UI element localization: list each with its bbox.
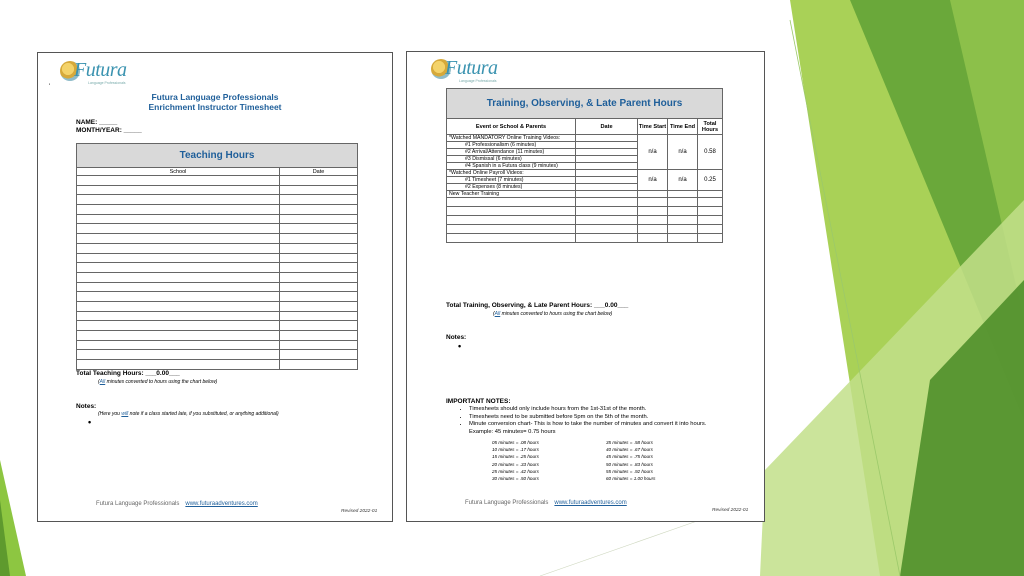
table-row bbox=[77, 311, 358, 321]
date-cell[interactable] bbox=[280, 224, 358, 234]
entry-cell[interactable] bbox=[698, 198, 723, 207]
futura-logo: Futura Language Professionals bbox=[60, 59, 127, 82]
date-cell[interactable] bbox=[280, 331, 358, 341]
table-row bbox=[77, 350, 358, 360]
training-hours-table bbox=[446, 88, 723, 243]
total-note: (All minutes converted to hours using the chart below) bbox=[98, 379, 218, 385]
school-cell[interactable] bbox=[77, 176, 280, 186]
entry-cell[interactable] bbox=[698, 234, 723, 243]
entry-cell[interactable] bbox=[576, 198, 638, 207]
revised-date: Revised 2022-01 bbox=[712, 508, 749, 513]
date-cell[interactable] bbox=[280, 301, 358, 311]
name-field[interactable]: NAME: _____ bbox=[76, 119, 118, 126]
footer-link[interactable]: www.futuraadventures.com bbox=[554, 500, 627, 506]
video-item: #4 Spanish in a Futura class (9 minutes) bbox=[447, 163, 576, 170]
school-cell[interactable] bbox=[77, 321, 280, 331]
school-cell[interactable] bbox=[77, 263, 280, 273]
entry-cell[interactable] bbox=[447, 225, 576, 234]
date-cell[interactable] bbox=[280, 272, 358, 282]
entry-cell[interactable] bbox=[447, 216, 576, 225]
date-cell[interactable] bbox=[280, 205, 358, 215]
title-line-1: Futura Language Professionals bbox=[151, 92, 279, 102]
date-cell[interactable] bbox=[280, 195, 358, 205]
video-item: #1 Professionalism (6 minutes) bbox=[447, 142, 576, 149]
decor-line bbox=[540, 520, 700, 576]
entry-cell[interactable] bbox=[638, 225, 668, 234]
entry-cell[interactable] bbox=[638, 207, 668, 216]
month-year-field[interactable]: MONTH/YEAR: _____ bbox=[76, 127, 142, 134]
school-cell[interactable] bbox=[77, 243, 280, 253]
col-time-start: Time Start bbox=[638, 119, 668, 135]
table-row bbox=[77, 195, 358, 205]
footer: Futura Language Professionals www.futuraadventures.com bbox=[465, 500, 627, 506]
entry-cell[interactable] bbox=[447, 234, 576, 243]
date-cell[interactable] bbox=[280, 282, 358, 292]
group2-start: n/a bbox=[638, 170, 668, 191]
school-cell[interactable] bbox=[77, 282, 280, 292]
entry-cell[interactable] bbox=[576, 225, 638, 234]
entry-cell[interactable] bbox=[638, 216, 668, 225]
date-cell[interactable] bbox=[280, 360, 358, 370]
entry-cell[interactable] bbox=[668, 207, 698, 216]
footer-link[interactable]: www.futuraadventures.com bbox=[185, 501, 258, 507]
school-cell[interactable] bbox=[77, 253, 280, 263]
table-row bbox=[447, 191, 723, 198]
col-event: Event or School & Parents bbox=[447, 119, 576, 135]
entry-cell[interactable] bbox=[698, 225, 723, 234]
table-row bbox=[447, 234, 723, 243]
group1-start: n/a bbox=[638, 135, 668, 170]
important-note: • Timesheets need to be submitted before 5pm on the 5th of the month. bbox=[469, 414, 724, 422]
school-cell[interactable] bbox=[77, 272, 280, 282]
date-cell[interactable] bbox=[280, 311, 358, 321]
table-row bbox=[77, 340, 358, 350]
total-note: (All minutes converted to hours using the chart below) bbox=[493, 311, 613, 317]
entry-cell[interactable] bbox=[668, 225, 698, 234]
notes-instructions: (Here you will note if a class started late, if you substituted, or anything additional) bbox=[98, 411, 279, 417]
group1-end: n/a bbox=[668, 135, 698, 170]
entry-cell[interactable] bbox=[638, 198, 668, 207]
entry-cell[interactable] bbox=[668, 198, 698, 207]
entry-cell[interactable] bbox=[698, 216, 723, 225]
training-hours-page bbox=[406, 51, 765, 522]
conversion-chart-left: 05 minutes = .08 hours 10 minutes = .17 hours 15 minutes = .25 hours 20 minutes = .33 hours 25 minutes = .42 hours 30 minutes = .50 hours bbox=[492, 440, 539, 482]
col-time-end: Time End bbox=[668, 119, 698, 135]
table-row bbox=[77, 292, 358, 302]
date-cell[interactable] bbox=[280, 253, 358, 263]
school-cell[interactable] bbox=[77, 360, 280, 370]
total-teaching-hours: Total Teaching Hours: ___0.00___ bbox=[76, 370, 180, 377]
important-notes-list bbox=[455, 406, 724, 436]
conversion-chart-right: 35 minutes = .58 hours 40 minutes = .67 hours 45 minutes = .75 hours 50 minutes = .83 hours 55 minutes = .92 hours 60 minutes = 1.00 hours bbox=[606, 440, 656, 482]
school-cell[interactable] bbox=[77, 350, 280, 360]
school-cell[interactable] bbox=[77, 195, 280, 205]
entry-cell[interactable] bbox=[668, 234, 698, 243]
date-cell[interactable] bbox=[280, 350, 358, 360]
new-teacher-training: New Teacher Training bbox=[447, 191, 576, 198]
col-date: Date bbox=[280, 168, 358, 176]
school-cell[interactable] bbox=[77, 311, 280, 321]
group2-header: *Watched Online Payroll Videos: bbox=[447, 170, 576, 177]
group2-end: n/a bbox=[668, 170, 698, 191]
important-note: • Minute conversion chart- This is how to take the number of minutes and convert it into hours. Example: 45 minutes= 0.75 hours bbox=[469, 421, 724, 436]
table-row bbox=[447, 216, 723, 225]
date-cell[interactable] bbox=[280, 263, 358, 273]
entry-cell[interactable] bbox=[698, 207, 723, 216]
footer: Futura Language Professionals www.futuraadventures.com bbox=[96, 501, 258, 507]
important-note: • Timesheets should only include hours from the 1st-31st of the month. bbox=[469, 406, 724, 414]
table-row bbox=[447, 135, 723, 142]
table-row bbox=[77, 205, 358, 215]
col-school: School bbox=[77, 168, 280, 176]
table-row bbox=[447, 198, 723, 207]
school-cell[interactable] bbox=[77, 205, 280, 215]
school-cell[interactable] bbox=[77, 234, 280, 244]
table-row bbox=[77, 282, 358, 292]
date-cell[interactable] bbox=[280, 176, 358, 186]
futura-logo: Futura Language Professionals bbox=[431, 57, 498, 80]
table-row bbox=[77, 301, 358, 311]
table-row bbox=[77, 331, 358, 341]
teaching-hours-title: Teaching Hours bbox=[77, 144, 358, 168]
school-cell[interactable] bbox=[77, 224, 280, 234]
entry-cell[interactable] bbox=[668, 216, 698, 225]
video-item: #3 Dismissal (6 minutes) bbox=[447, 156, 576, 163]
school-cell[interactable] bbox=[77, 214, 280, 224]
notes-label: Notes: bbox=[446, 334, 467, 341]
col-total-hours: Total Hours bbox=[698, 119, 723, 135]
entry-cell[interactable] bbox=[576, 234, 638, 243]
group2-total: 0.25 bbox=[698, 170, 723, 191]
table-row bbox=[77, 185, 358, 195]
training-table-title: Training, Observing, & Late Parent Hours bbox=[447, 89, 723, 119]
entry-cell[interactable] bbox=[447, 198, 576, 207]
date-cell[interactable] bbox=[280, 340, 358, 350]
group1-header: *Watched MANDATORY Online Training Videos: bbox=[447, 135, 576, 142]
school-cell[interactable] bbox=[77, 185, 280, 195]
entry-cell[interactable] bbox=[576, 207, 638, 216]
table-row bbox=[77, 224, 358, 234]
table-row bbox=[77, 360, 358, 370]
important-notes-label: IMPORTANT NOTES: bbox=[446, 398, 511, 405]
notes-bullet[interactable]: • bbox=[88, 417, 92, 427]
school-cell[interactable] bbox=[77, 340, 280, 350]
stray-mark: ' bbox=[49, 83, 51, 90]
table-row bbox=[447, 170, 723, 177]
table-row bbox=[447, 207, 723, 216]
date-cell[interactable] bbox=[280, 234, 358, 244]
table-row bbox=[77, 253, 358, 263]
timesheet-page bbox=[37, 52, 393, 522]
entry-cell[interactable] bbox=[576, 216, 638, 225]
school-cell[interactable] bbox=[77, 331, 280, 341]
table-row bbox=[77, 263, 358, 273]
date-cell[interactable] bbox=[280, 243, 358, 253]
school-cell[interactable] bbox=[77, 301, 280, 311]
date-cell[interactable] bbox=[280, 321, 358, 331]
table-row bbox=[77, 321, 358, 331]
table-row bbox=[447, 225, 723, 234]
table-row bbox=[77, 272, 358, 282]
title-line-2: Enrichment Instructor Timesheet bbox=[148, 102, 282, 112]
table-row bbox=[77, 234, 358, 244]
school-cell[interactable] bbox=[77, 292, 280, 302]
notes-bullet[interactable]: • bbox=[458, 341, 462, 351]
table-row bbox=[77, 214, 358, 224]
col-date: Date bbox=[576, 119, 638, 135]
entry-cell[interactable] bbox=[447, 207, 576, 216]
teaching-hours-table bbox=[76, 143, 358, 370]
video-item: #2 Arrival/Attendance (11 minutes) bbox=[447, 149, 576, 156]
notes-label: Notes: bbox=[76, 403, 97, 410]
table-row bbox=[77, 243, 358, 253]
revised-date: Revised 2022-01 bbox=[341, 509, 378, 514]
total-training-hours: Total Training, Observing, & Late Parent Hours: ___0.00___ bbox=[446, 302, 629, 309]
video-item: #2 Expenses (8 minutes) bbox=[447, 184, 576, 191]
date-cell[interactable] bbox=[280, 292, 358, 302]
entry-cell[interactable] bbox=[638, 234, 668, 243]
date-cell[interactable] bbox=[280, 214, 358, 224]
date-cell[interactable] bbox=[280, 185, 358, 195]
video-item: #1 Timesheet (7 minutes) bbox=[447, 177, 576, 184]
group1-total: 0.58 bbox=[698, 135, 723, 170]
table-row bbox=[77, 176, 358, 186]
